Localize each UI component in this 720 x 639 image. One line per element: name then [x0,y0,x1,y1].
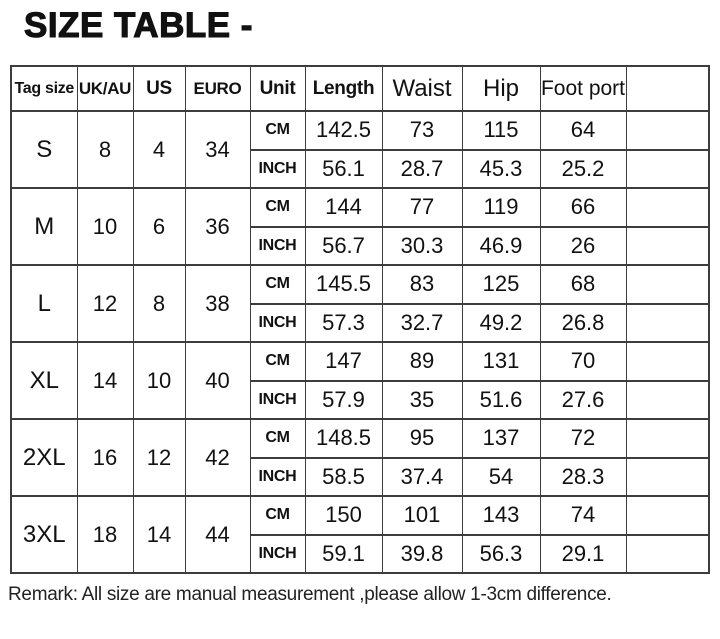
l-inch-length-cell: 57.3 [305,304,382,343]
euro-cell-m: 36 [185,188,250,265]
tag-size-cell-2xl: 2XL [11,419,77,496]
unit-cm-label: CM [250,496,305,535]
unit-inch-label: INCH [250,227,305,266]
unit-cm-label: CM [250,188,305,227]
xl-cm-foot-port-cell: 70 [540,342,626,381]
s-inch-hip-cell: 45.3 [462,150,540,189]
uk-au-cell-3xl: 18 [77,496,133,573]
s-cm-waist-cell: 73 [382,111,462,150]
col-header-empty [626,66,709,111]
empty-cell [626,458,709,497]
l-cm-length-cell: 145.5 [305,265,382,304]
s-cm-length-cell: 142.5 [305,111,382,150]
2xl-cm-foot-port-cell: 72 [540,419,626,458]
s-inch-waist-cell: 28.7 [382,150,462,189]
m-cm-hip-cell: 119 [462,188,540,227]
m-inch-foot-port-cell: 26 [540,227,626,266]
tag-size-cell-m: M [11,188,77,265]
tag-size-cell-l: L [11,265,77,342]
header-row [11,66,709,111]
xl-inch-foot-port-cell: 27.6 [540,381,626,420]
2xl-cm-hip-cell: 137 [462,419,540,458]
l-cm-hip-cell: 125 [462,265,540,304]
euro-cell-l: 38 [185,265,250,342]
col-header-tag-size: Tag size [11,66,77,111]
xl-inch-waist-cell: 35 [382,381,462,420]
empty-cell [626,342,709,381]
s-cm-foot-port-cell: 64 [540,111,626,150]
xl-inch-hip-cell: 51.6 [462,381,540,420]
s-cm-hip-cell: 115 [462,111,540,150]
us-cell-3xl: 14 [133,496,185,573]
us-cell-2xl: 12 [133,419,185,496]
xl-cm-hip-cell: 131 [462,342,540,381]
unit-inch-label: INCH [250,535,305,574]
size-row-2xl-cm [11,419,709,458]
2xl-inch-hip-cell: 54 [462,458,540,497]
size-row-xl-cm [11,342,709,381]
xl-cm-waist-cell: 89 [382,342,462,381]
unit-inch-label: INCH [250,304,305,343]
3xl-inch-foot-port-cell: 29.1 [540,535,626,574]
euro-cell-xl: 40 [185,342,250,419]
euro-cell-2xl: 42 [185,419,250,496]
unit-inch-label: INCH [250,458,305,497]
2xl-inch-length-cell: 58.5 [305,458,382,497]
uk-au-cell-m: 10 [77,188,133,265]
s-inch-foot-port-cell: 25.2 [540,150,626,189]
3xl-cm-hip-cell: 143 [462,496,540,535]
3xl-cm-length-cell: 150 [305,496,382,535]
uk-au-cell-s: 8 [77,111,133,188]
empty-cell [626,535,709,574]
size-table [10,65,710,574]
unit-cm-label: CM [250,342,305,381]
us-cell-m: 6 [133,188,185,265]
m-cm-length-cell: 144 [305,188,382,227]
col-header-uk-au: UK/AU [77,66,133,111]
3xl-inch-waist-cell: 39.8 [382,535,462,574]
us-cell-xl: 10 [133,342,185,419]
unit-inch-label: INCH [250,381,305,420]
empty-cell [626,419,709,458]
xl-cm-length-cell: 147 [305,342,382,381]
m-inch-hip-cell: 46.9 [462,227,540,266]
l-inch-foot-port-cell: 26.8 [540,304,626,343]
unit-cm-label: CM [250,265,305,304]
page-title: SIZE TABLE - [24,6,253,45]
unit-cm-label: CM [250,419,305,458]
empty-cell [626,304,709,343]
2xl-inch-foot-port-cell: 28.3 [540,458,626,497]
empty-cell [626,265,709,304]
2xl-inch-waist-cell: 37.4 [382,458,462,497]
m-inch-waist-cell: 30.3 [382,227,462,266]
size-row-3xl-cm [11,496,709,535]
tag-size-cell-s: S [11,111,77,188]
empty-cell [626,381,709,420]
2xl-cm-waist-cell: 95 [382,419,462,458]
uk-au-cell-l: 12 [77,265,133,342]
unit-inch-label: INCH [250,150,305,189]
col-header-hip: Hip [462,66,540,111]
3xl-cm-waist-cell: 101 [382,496,462,535]
col-header-euro: EURO [185,66,250,111]
l-inch-waist-cell: 32.7 [382,304,462,343]
m-cm-foot-port-cell: 66 [540,188,626,227]
l-cm-waist-cell: 83 [382,265,462,304]
size-row-l-cm [11,265,709,304]
uk-au-cell-2xl: 16 [77,419,133,496]
3xl-inch-length-cell: 59.1 [305,535,382,574]
tag-size-cell-3xl: 3XL [11,496,77,573]
euro-cell-3xl: 44 [185,496,250,573]
col-header-us: US [133,66,185,111]
empty-cell [626,150,709,189]
3xl-cm-foot-port-cell: 74 [540,496,626,535]
col-header-foot-port: Foot port [540,66,626,111]
empty-cell [626,188,709,227]
empty-cell [626,496,709,535]
size-row-m-cm [11,188,709,227]
tag-size-cell-xl: XL [11,342,77,419]
3xl-inch-hip-cell: 56.3 [462,535,540,574]
empty-cell [626,111,709,150]
euro-cell-s: 34 [185,111,250,188]
l-cm-foot-port-cell: 68 [540,265,626,304]
remark-text: Remark: All size are manual measurement ,please allow 1-3cm difference. [8,584,612,605]
empty-cell [626,227,709,266]
xl-inch-length-cell: 57.9 [305,381,382,420]
col-header-waist: Waist [382,66,462,111]
s-inch-length-cell: 56.1 [305,150,382,189]
uk-au-cell-xl: 14 [77,342,133,419]
col-header-unit: Unit [250,66,305,111]
size-row-s-cm [11,111,709,150]
unit-cm-label: CM [250,111,305,150]
col-header-length: Length [305,66,382,111]
us-cell-l: 8 [133,265,185,342]
m-inch-length-cell: 56.7 [305,227,382,266]
l-inch-hip-cell: 49.2 [462,304,540,343]
us-cell-s: 4 [133,111,185,188]
m-cm-waist-cell: 77 [382,188,462,227]
size-table-body [11,111,709,573]
2xl-cm-length-cell: 148.5 [305,419,382,458]
